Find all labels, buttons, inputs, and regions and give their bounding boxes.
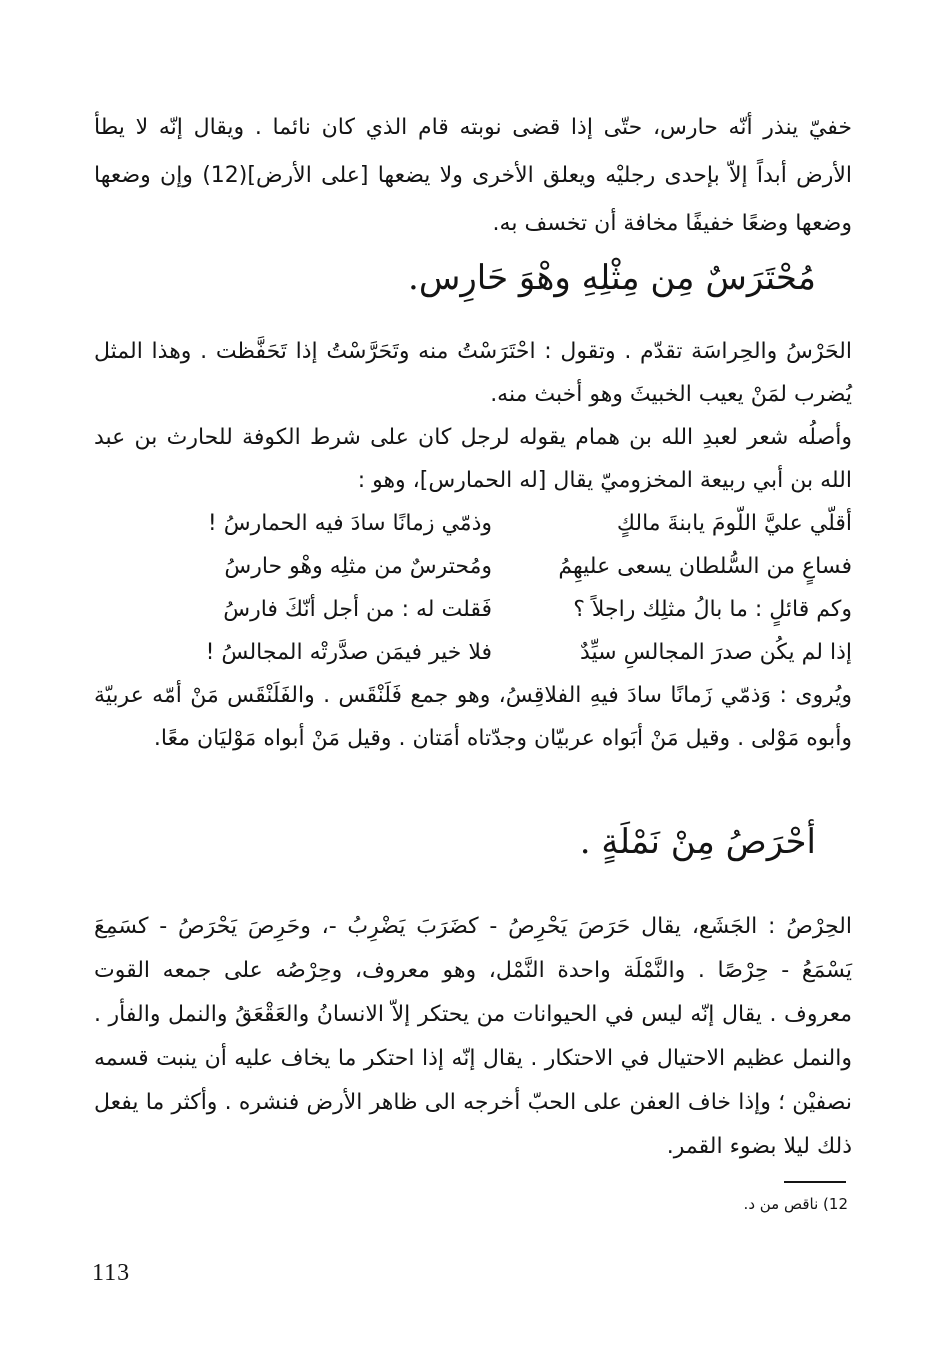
footnote: 12) ناقص من د. <box>743 1195 848 1213</box>
section-1-paragraph-2: وأصلُه شعر لعبدِ الله بن همام يقوله لرجل كان على شرط الكوفة للحارث بن عبد الله بن أبي ربيعة المخزوميّ يقال [له الحمارس]، وهو : <box>94 425 852 493</box>
footnote-divider <box>784 1181 846 1183</box>
poem-verse-3 <box>94 588 852 631</box>
verse-first-hemistich: فساعٍ من السُّلطان يسعى عليهِمُ <box>558 554 852 579</box>
poem-verse-1 <box>94 502 852 545</box>
intro-paragraph: خفيّ ينذر أنّه حارس، حتّى إذا قضى نوبته قام الذي كان نائما . ويقال إنّه لا يطأ الأرض أبداً إلاّ بإحدى رجليْه ويعلق الأخرى ولا يضعها [على الأرض](12) وإن وضعها وضعها وضعًا خفيفًا مخافة أن تخسف به. <box>94 115 852 236</box>
intro-text-block <box>94 104 852 248</box>
verse-second-hemistich: ومُحترسٌ من مثلِه وهْو حارسُ <box>224 554 492 579</box>
verse-first-hemistich: وكم قائلٍ : ما بالُ مثلِك راجلاً ؟ <box>573 597 852 622</box>
verse-first-hemistich: أقلّي عليَّ اللّومَ يابنةَ مالكٍ <box>616 511 852 536</box>
section-1-paragraph-1: الحَرْسُ والحِراسَة تقدّم . وتقول : احْتَرَسْتُ منه وتَحَرَّسْتُ إذا تَحَفَّظت . وهذا المثل يُضرب لمَنْ يعيب الخبيثَ وهو أخبث منه. <box>94 339 852 407</box>
section-2-text-block <box>94 905 852 1169</box>
verse-second-hemistich: وذمّي زمانًا سادَ فيه الحمارسُ ! <box>207 511 492 536</box>
verse-second-hemistich: فَقلت له : من أجل أنّكَ فارسُ <box>223 597 492 622</box>
section-2-paragraph: الحِرْصُ : الجَشَع، يقال حَرَصَ يَحْرِصُ - كضَرَبَ يَضْرِبُ -، وحَرِصَ يَحْرَصُ - كسَمِعَ يَسْمَعُ - حِرْصًا . والنَّمْلَة واحدة النَّمْل، وهو معروف، وحِرْصُه على جمعه القوت معروف . يقال إنّه ليس في الحيوانات من يحتكر إلاّ الانسانُ والعَقْعَقُ والنمل والفأر . والنمل عظيم الاحتيال في الاحتكار . يقال إنّه إذا احتكر ما يخاف عليه أن ينبت قسمه نصفيْن ؛ وإذا خاف العفن على الحبّ أخرجه الى ظاهر الأرض فنشره . وأكثر ما يفعل ذلك ليلا بضوء القمر. <box>94 914 852 1159</box>
poem-verse-4 <box>94 631 852 674</box>
proverb-heading-2: أحْرَصُ مِنْ نَمْلَةٍ . <box>579 822 816 862</box>
verse-second-hemistich: فلا خير فيمَن صدَّرتْه المجالسُ ! <box>205 640 492 665</box>
section-1-text-block <box>94 330 852 760</box>
section-1-paragraph-3: ويُروى : وَذمّي زَمانًا سادَ فيهِ الفلاقِسُ، وهو جمع فَلَنْقَس . والفَلَنْقَس مَنْ أمّه عربيّة وأبوه مَوْلى . وقيل مَنْ أبَواه عربيّان وجدّتاه أمَتان . وقيل مَنْ أبواه مَوْليَان معًا. <box>94 683 852 751</box>
page-number: 113 <box>92 1260 131 1286</box>
poem-verse-2 <box>94 545 852 588</box>
verse-first-hemistich: إذا لم يكُن صدرَ المجالسِ سيِّدٌ <box>579 640 852 665</box>
proverb-heading-1: مُحْتَرَسٌ مِن مِثْلِهِ وهْوَ حَارِس. <box>408 258 816 298</box>
